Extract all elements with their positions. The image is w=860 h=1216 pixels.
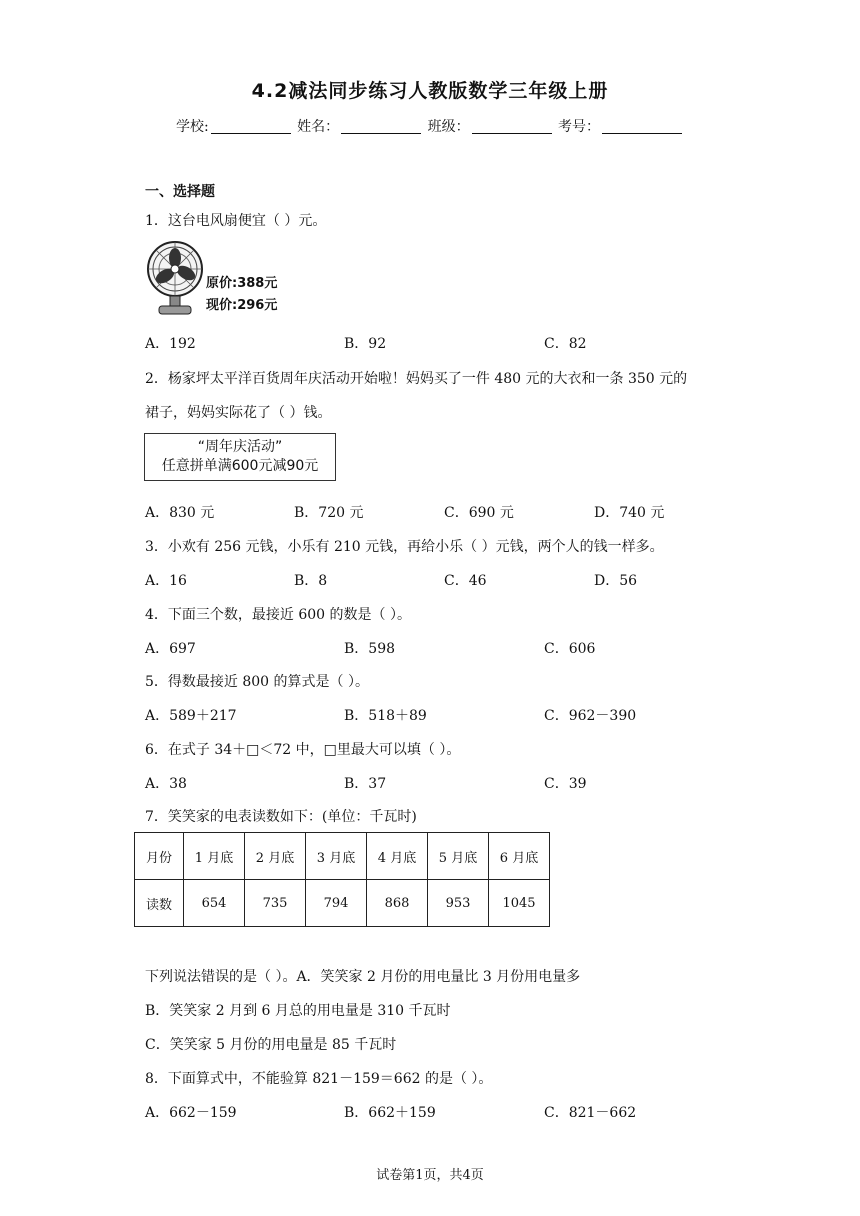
q8-option-b[interactable]: B．662＋159 (344, 1105, 436, 1121)
q2-option-c[interactable]: C．690 元 (444, 505, 514, 521)
student-info-line (0, 116, 860, 136)
q2-option-a[interactable]: A．830 元 (145, 505, 215, 521)
question-2-stem-line1: 2．杨家坪太平洋百货周年庆活动开始啦！妈妈买了一件 480 元的大衣和一条 350 元的 (145, 371, 688, 387)
question-2-stem-line2: 裙子，妈妈实际花了（ ）钱。 (145, 405, 332, 421)
name-label: 姓名： (297, 119, 340, 135)
table-cell: 读数 (135, 880, 184, 927)
q2-option-b[interactable]: B．720 元 (294, 505, 364, 521)
table-row (135, 833, 550, 880)
q1-option-b[interactable]: B．92 (344, 336, 387, 352)
table-cell: 868 (367, 880, 428, 927)
table-cell: 953 (428, 880, 489, 927)
q5-option-a[interactable]: A．589＋217 (145, 708, 237, 724)
page-title: 4.2减法同步练习人教版数学三年级上册 (251, 80, 609, 102)
electric-fan-icon (145, 240, 205, 316)
q7-option-c[interactable]: C．笑笑家 5 月份的用电量是 85 千瓦时 (145, 1037, 397, 1053)
page-footer: 试卷第1页，共4页 (376, 1168, 484, 1183)
promo-box (144, 433, 336, 481)
q8-option-a[interactable]: A．662－159 (145, 1105, 237, 1121)
question-7-stem: 7．笑笑家的电表读数如下：(单位：千瓦时) (145, 809, 417, 825)
q8-option-c[interactable]: C．821－662 (544, 1105, 637, 1121)
promo-detail: 任意拼单满600元减90元 (161, 458, 319, 474)
q1-option-a[interactable]: A．192 (145, 336, 196, 352)
q3-option-b[interactable]: B．8 (294, 573, 328, 589)
table-cell: 3 月底 (306, 833, 367, 880)
q2-option-d[interactable]: D．740 元 (594, 505, 665, 521)
question-7-prompt: 下列说法错误的是（ ）。A．笑笑家 2 月份的用电量比 3 月份用电量多 (145, 969, 581, 985)
table-cell: 月份 (135, 833, 184, 880)
class-label: 班级： (427, 119, 470, 135)
q4-option-b[interactable]: B．598 (344, 641, 396, 657)
q6-option-c[interactable]: C．39 (544, 776, 587, 792)
q7-option-b[interactable]: B．笑笑家 2 月到 6 月总的用电量是 310 千瓦时 (145, 1003, 451, 1019)
school-blank[interactable] (211, 119, 291, 134)
question-8-stem: 8．下面算式中，不能验算 821－159＝662 的是（ ）。 (145, 1071, 493, 1087)
fan-figure (145, 240, 290, 316)
table-cell: 735 (245, 880, 306, 927)
q6-option-b[interactable]: B．37 (344, 776, 387, 792)
meter-reading-table (134, 832, 550, 927)
table-cell: 4 月底 (367, 833, 428, 880)
original-price: 原价:388元 (206, 276, 278, 291)
section-heading: 一、选择题 (145, 184, 215, 200)
question-4-stem: 4．下面三个数，最接近 600 的数是（ ）。 (145, 607, 411, 623)
q5-option-c[interactable]: C．962－390 (544, 708, 637, 724)
exam-no-blank[interactable] (602, 119, 682, 134)
table-cell: 794 (306, 880, 367, 927)
table-cell: 1045 (489, 880, 550, 927)
table-cell: 1 月底 (184, 833, 245, 880)
q6-option-a[interactable]: A．38 (145, 776, 187, 792)
q5-option-b[interactable]: B．518＋89 (344, 708, 427, 724)
table-cell: 654 (184, 880, 245, 927)
q3-option-d[interactable]: D．56 (594, 573, 638, 589)
question-5-stem: 5．得数最接近 800 的算式是（ ）。 (145, 674, 369, 690)
table-cell: 5 月底 (428, 833, 489, 880)
q1-option-c[interactable]: C．82 (544, 336, 587, 352)
class-blank[interactable] (472, 119, 552, 134)
question-1-stem: 1．这台电风扇便宜（ ）元。 (145, 213, 327, 229)
promo-title: “周年庆活动” (197, 439, 283, 455)
table-cell: 2 月底 (245, 833, 306, 880)
name-blank[interactable] (341, 119, 421, 134)
q3-option-a[interactable]: A．16 (145, 573, 187, 589)
current-price: 现价:296元 (206, 298, 278, 313)
q4-option-a[interactable]: A．697 (145, 641, 196, 657)
exam-no-label: 考号： (558, 119, 601, 135)
table-cell: 6 月底 (489, 833, 550, 880)
school-label: 学校: (175, 119, 209, 135)
table-row (135, 880, 550, 927)
question-3-stem: 3．小欢有 256 元钱，小乐有 210 元钱，再给小乐（ ）元钱，两个人的钱一样多。 (145, 539, 664, 555)
q4-option-c[interactable]: C．606 (544, 641, 596, 657)
question-6-stem: 6．在式子 34＋□＜72 中，□里最大可以填（ ）。 (145, 742, 461, 758)
q3-option-c[interactable]: C．46 (444, 573, 487, 589)
